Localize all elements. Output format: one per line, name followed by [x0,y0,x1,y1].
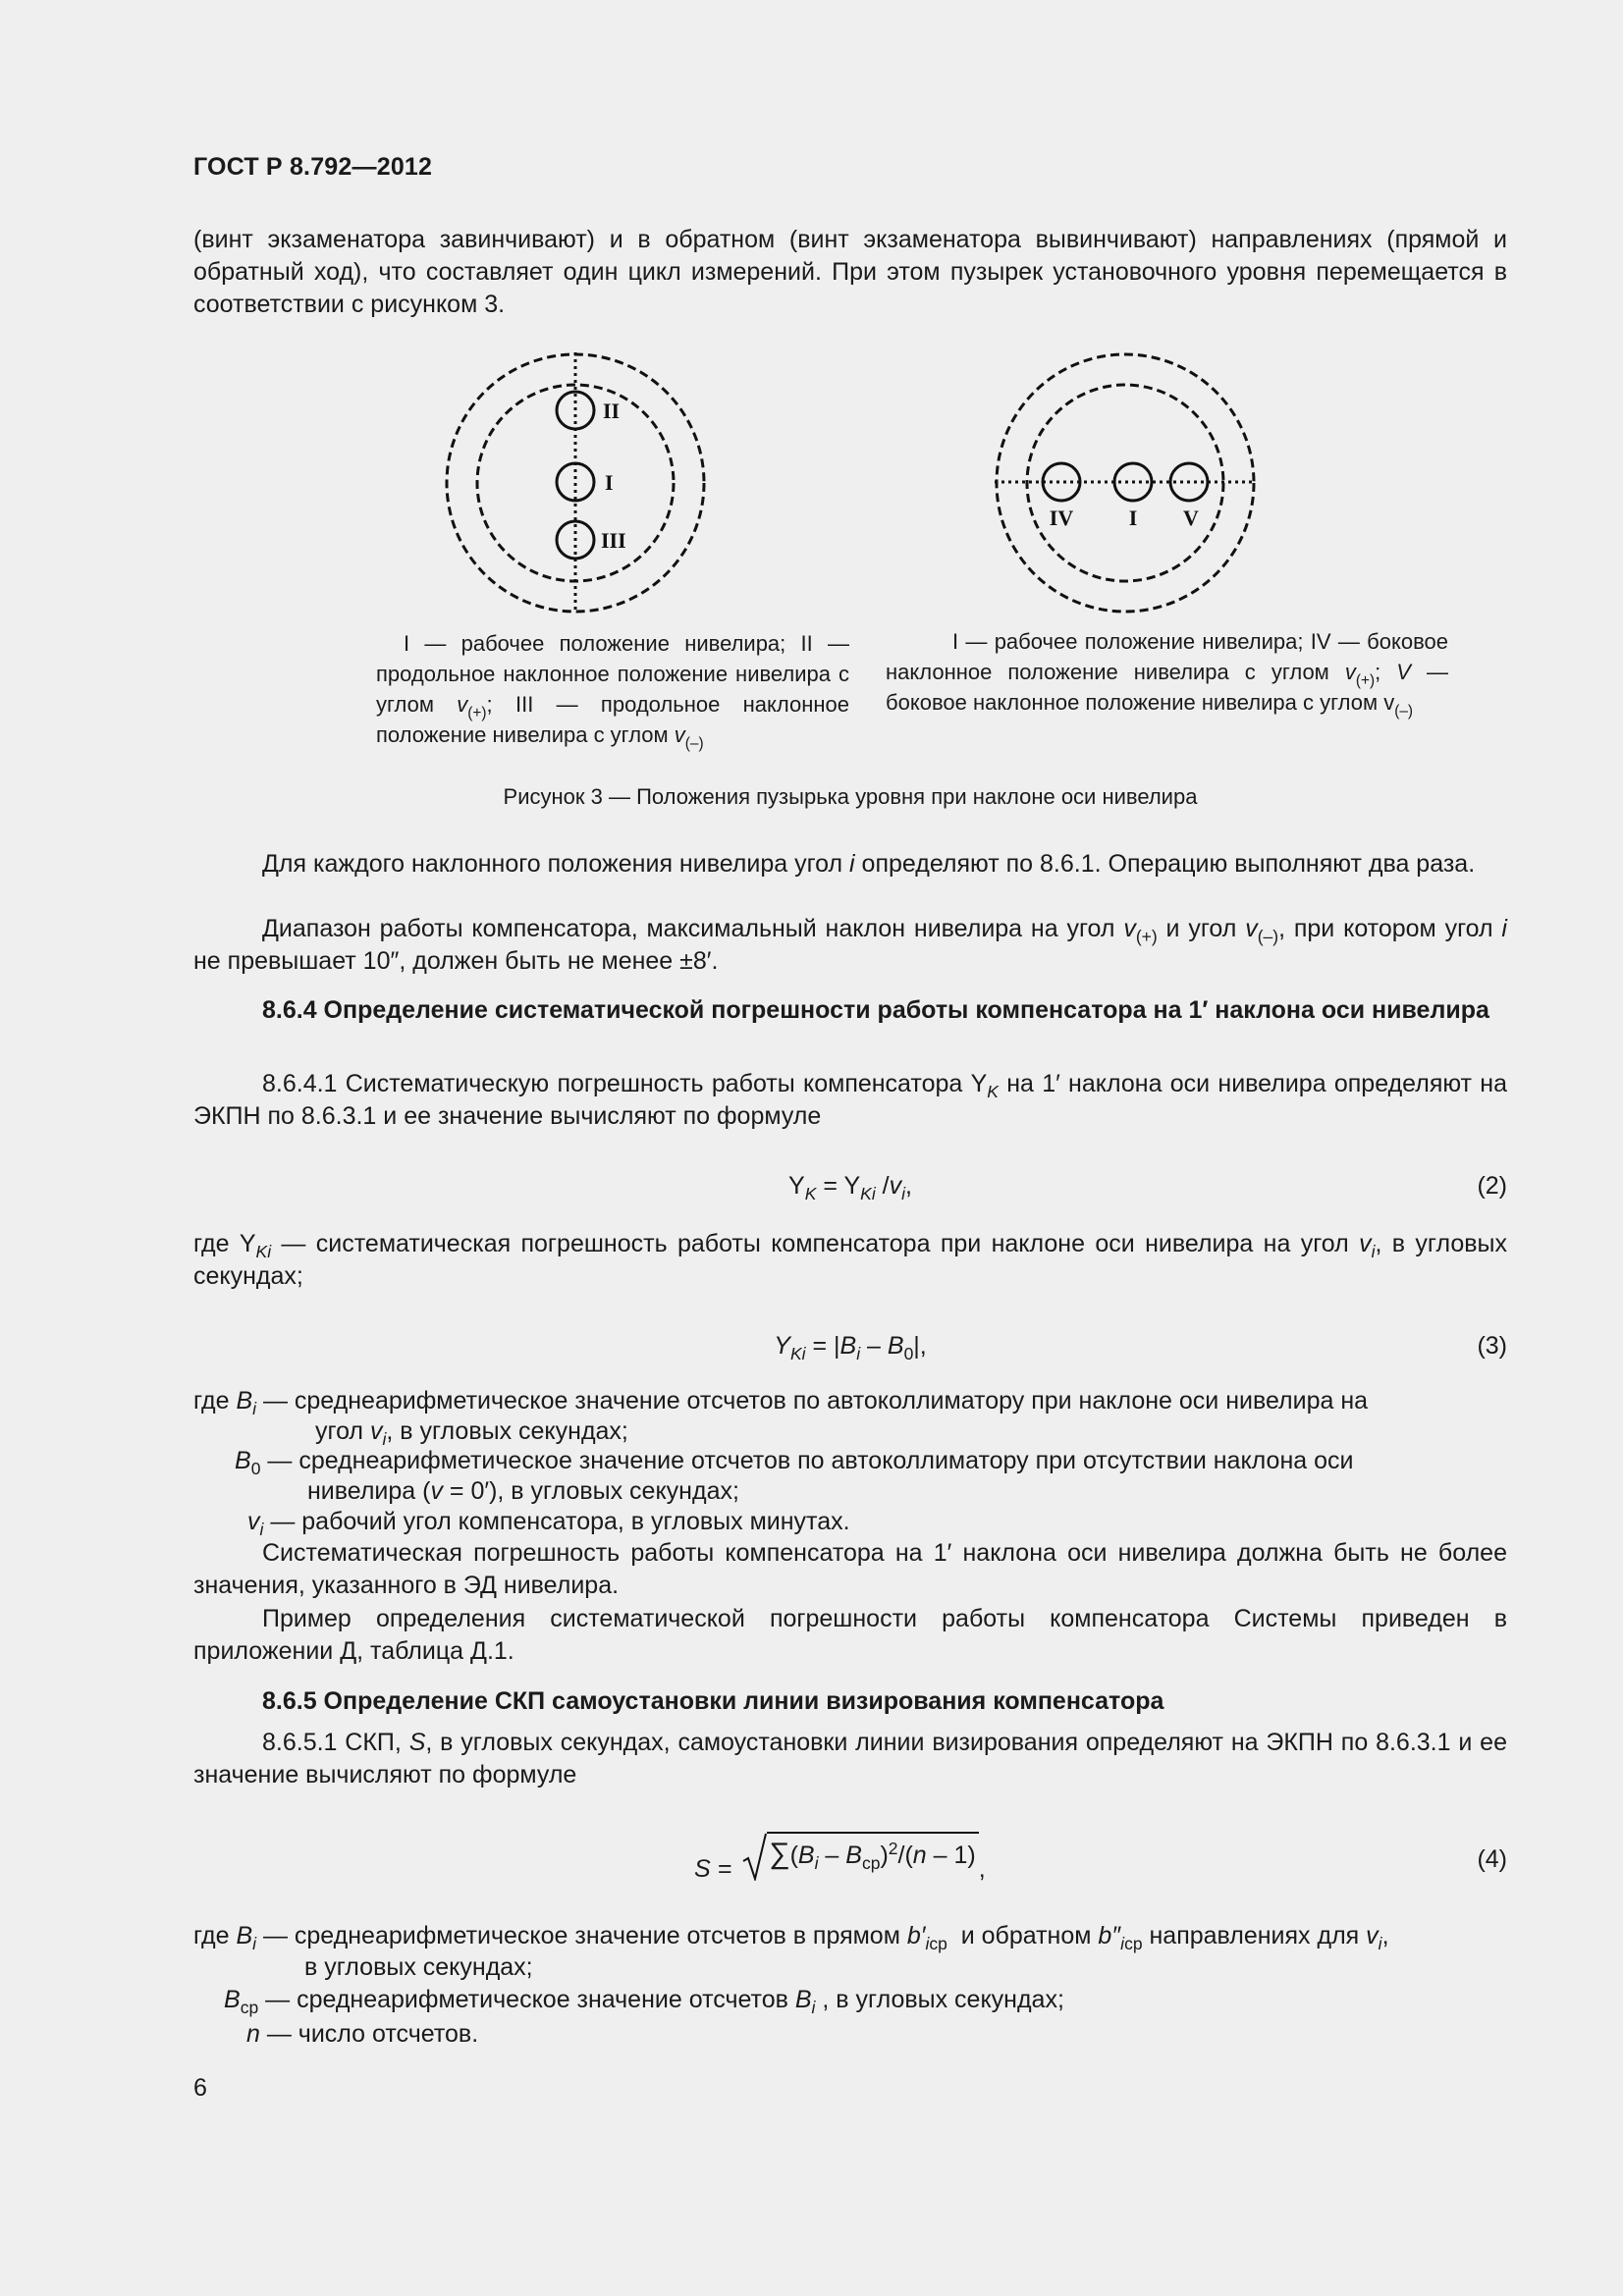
paragraph-compensator-range: Диапазон работы компенсатора, максимальный наклон нивелира на угол $v_{(+)}$ и угол $v_{(-)}$, при котором угол i не превышает 10″, должен быть не менее ±8′. [193,915,1507,975]
radical-sign-icon [742,1832,768,1881]
equation-2-number: (2) [1477,1172,1507,1200]
label-III: III [601,528,626,553]
equation-3-number: (3) [1477,1332,1507,1360]
section-heading-8-6-4: 8.6.4 Определение систематической погрешности работы компенсатора на 1′ наклона оси нивелира [262,996,1489,1024]
section-heading-8-6-5: 8.6.5 Определение СКП самоустановки линии визирования компенсатора [262,1687,1164,1715]
equation-2-formula: $Y_K = Y_{Ki}$ $/v_i$, [788,1172,912,1203]
where-eq-4-line-3: $B_{ср}$ — среднеарифметическое значение отсчетов $B_i$ , в угловых секундах; [224,1986,1064,2017]
where-eq-2: где $Y_{Ki}$ — систематическая погрешность работы компенсатора при наклоне оси нивелира на угол $v_i$, в угловых секундах; [193,1230,1507,1290]
equation-4 [193,1832,1507,1891]
figure-right-caption: I — рабочее положение нивелира; IV — боковое наклонное положение нивелира с углом $v_{(+)}$; V — боковое наклонное положение нивелира с углом $v_{(-)}$ [886,629,1448,720]
equation-4-number: (4) [1477,1845,1507,1873]
figure-right-diagram [993,350,1258,615]
where-eq-3-line-1: где $B_i$ — среднеарифметическое значение отсчетов по автоколлиматору при наклоне оси нивелира на [193,1387,1369,1418]
label-I: I [1128,506,1138,530]
where-eq-3-line-4: нивелира (v = 0′), в угловых секундах; [307,1477,739,1505]
page-number: 6 [193,2074,207,2102]
intro-paragraph: (винт экзаменатора завинчивают) и в обратном (винт экзаменатора вывинчивают) направлениях (прямой и обратный ход), что составляет один цикл измерений. При этом пузырек установочного уровня перемещается в соответствии с рисунком 3. [193,226,1507,318]
figure-left-caption: I — рабочее положение нивелира; II — продольное наклонное положение нивелира с углом $v_{(+)}$; III — продольное наклонное положение нивелира с углом $v_{(-)}$ [376,631,849,752]
figure-left-diagram [443,350,708,615]
where-eq-3-line-3: $B_0$ — среднеарифметическое значение отсчетов по автоколлиматору при отсутствии наклона оси [235,1447,1354,1478]
where-eq-3-line-2: угол $v_i$, в угловых секундах; [315,1417,628,1449]
paragraph-angle-i: Для каждого наклонного положения нивелира угол i определяют по 8.6.1. Операцию выполняют два раза. [262,850,1476,878]
paragraph-8-6-5-1: 8.6.5.1 СКП, S, в угловых секундах, самоустановки линии визирования определяют на ЭКПН по 8.6.3.1 и ее значение вычисляют по формуле [193,1729,1507,1789]
equation-4-tail: , [978,1855,986,1883]
equation-4-lhs: S = [694,1855,732,1883]
paragraph-systematic-error-limit: Систематическая погрешность работы компенсатора на 1′ наклона оси нивелира должна быть не более значения, указанного в ЭД нивелира. [193,1539,1507,1599]
label-II: II [603,399,621,423]
where-eq-4-line-1: где $B_i$ — среднеарифметическое значение отсчетов в прямом $b'_{iср}$ и обратном $b''_{iср}$ направлениях для $v_i$, [193,1922,1389,1953]
paragraph-8-6-4-1: 8.6.4.1 Систематическую погрешность работы компенсатора $Y_K$ на 1′ наклона оси нивелира определяют на ЭКПН по 8.6.3.1 и ее значение вычисляют по формуле [193,1070,1507,1130]
where-eq-4-line-2: в угловых секундах; [304,1953,533,1981]
paragraph-example-reference: Пример определения систематической погрешности работы компенсатора Системы приведен в приложении Д, таблица Д.1. [193,1605,1507,1665]
equation-4-body: $(B_i - B_{ср})^2/(n - 1)$ [789,1839,976,1873]
bubble-position-I [557,463,594,501]
equation-4-formula [694,1832,986,1883]
label-I: I [605,470,614,495]
label-V: V [1183,506,1199,530]
where-eq-3-line-5: $v_i$ — рабочий угол компенсатора, в угловых минутах. [247,1508,850,1539]
where-eq-4-line-4: n — число отсчетов. [246,2020,479,2048]
equation-4-radical [742,1832,979,1871]
document-header: ГОСТ Р 8.792—2012 [193,153,433,181]
figure-title: Рисунок 3 — Положения пузырька уровня при наклоне оси нивелира [503,784,1198,809]
radical-contents [767,1832,979,1871]
label-IV: IV [1049,506,1074,530]
bubble-position-IV [1043,463,1080,501]
sum-symbol: ∑ [769,1838,790,1870]
equation-3-formula: $Y_{Ki} = |B_i - B_0|$, [774,1332,927,1363]
